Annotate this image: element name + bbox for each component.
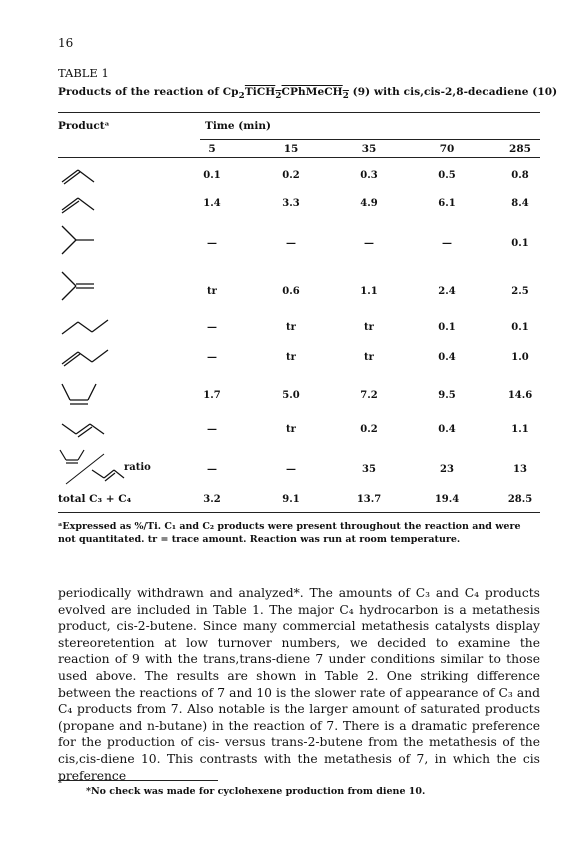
body-paragraph: [58, 585, 540, 784]
table-cell: 0.8: [511, 170, 529, 181]
caption-after: (9) with cis,cis-2,8-decadiene (10): [348, 86, 558, 98]
page-footnote: *No check was made for cyclohexene production from diene 10.: [86, 786, 426, 797]
caption-before: Products of the reaction of Cp: [58, 86, 239, 98]
time-col-1: 15: [283, 143, 299, 155]
table-cell: —: [286, 238, 296, 249]
table-cell: 0.1: [511, 238, 529, 249]
table-cell: —: [207, 322, 217, 333]
table-footnote: ᵃExpressed as %/Ti. C₁ and C₂ products were present throughout the reaction and were not quantitated. tr = trace amount. Reaction was run at room temperature.: [58, 521, 521, 545]
caption-ring-a: TiCH: [244, 86, 276, 98]
page-number: 16: [58, 36, 74, 50]
ratio-label: ratio: [124, 462, 151, 473]
table-top-rule: [58, 112, 540, 113]
table-cell: 0.1: [203, 170, 221, 181]
table-cell: —: [207, 464, 217, 475]
cis-2-butene-structure-icon: [58, 380, 118, 410]
table-cell: 14.6: [507, 390, 533, 401]
table-cell: —: [207, 238, 217, 249]
caption-ring-b: CPhMeCH: [281, 86, 343, 98]
table-cell: 0.3: [360, 170, 378, 181]
table-cell: 2.4: [438, 286, 456, 297]
table-cell: 28.5: [507, 494, 533, 505]
table-cell: 5.0: [282, 390, 300, 401]
table-cell: tr: [286, 424, 296, 435]
footnote-rule: [58, 780, 218, 781]
table-cell: 6.1: [438, 198, 456, 209]
table-cell: 0.2: [360, 424, 378, 435]
table-cell: tr: [286, 322, 296, 333]
table-cell: 35: [362, 464, 376, 475]
table-cell: 3.2: [203, 494, 221, 505]
table-cell: 2.5: [511, 286, 529, 297]
caption-sub: 2: [238, 91, 245, 102]
total-label: total C₃ + C₄: [58, 493, 132, 505]
1-butene-structure-icon: [58, 344, 128, 370]
table-cell: 1.1: [511, 424, 529, 435]
table-cell: —: [207, 424, 217, 435]
table-cell: 7.2: [360, 390, 378, 401]
table-cell: 1.0: [511, 352, 529, 363]
header-time: Time (min): [205, 120, 271, 132]
table-cell: 13: [513, 464, 527, 475]
table-cell: 13.7: [356, 494, 382, 505]
table-cell: 3.3: [282, 198, 300, 209]
time-col-4: 285: [509, 143, 531, 155]
table-cell: 0.5: [438, 170, 456, 181]
table-cell: 4.9: [360, 198, 378, 209]
table-cell: —: [364, 238, 374, 249]
table-cell: 0.4: [438, 352, 456, 363]
table-cell: 8.4: [511, 198, 529, 209]
table-cell: 0.4: [438, 424, 456, 435]
n-butane-structure-icon: [58, 314, 128, 340]
time-subrule: [200, 139, 540, 140]
table-cell: 0.6: [282, 286, 300, 297]
table-caption: [58, 86, 557, 101]
propene-structure-icon: [58, 162, 118, 188]
header-product: Productᵃ: [58, 120, 110, 132]
table-cell: tr: [286, 352, 296, 363]
table-cell: —: [207, 352, 217, 363]
table-label: TABLE 1: [58, 66, 109, 80]
trans-2-butene-structure-icon: [58, 416, 118, 442]
header-bottom-rule: [58, 157, 540, 158]
table-cell: 19.4: [434, 494, 460, 505]
cis-trans-ratio-structure-icon: [58, 448, 128, 488]
time-col-0: 5: [208, 143, 216, 155]
table-bottom-rule: [58, 512, 540, 513]
table-cell: tr: [207, 286, 217, 297]
table-cell: 23: [440, 464, 454, 475]
propane-structure-icon: [58, 192, 118, 218]
table-cell: 1.7: [203, 390, 221, 401]
caption-ring: [244, 86, 349, 102]
time-col-2: 35: [361, 143, 377, 155]
table-cell: 0.2: [282, 170, 300, 181]
table-cell: 0.1: [438, 322, 456, 333]
table-cell: 9.1: [282, 494, 300, 505]
table-cell: tr: [364, 352, 374, 363]
table-cell: tr: [364, 322, 374, 333]
isobutane-structure-icon: [58, 222, 118, 258]
table-cell: 1.1: [360, 286, 378, 297]
caption-sub-b: 2: [275, 91, 282, 102]
isobutene-structure-icon: [58, 268, 118, 304]
table-cell: 0.1: [511, 322, 529, 333]
table-cell: 9.5: [438, 390, 456, 401]
table-cell: —: [442, 238, 452, 249]
caption-sub-c: 2: [342, 91, 349, 102]
time-col-3: 70: [439, 143, 455, 155]
table-cell: —: [286, 464, 296, 475]
body-paragraph-text: periodically withdrawn and analyzed*. The amounts of C₃ and C₄ products evolved are included in Table 1. The major C₄ hydrocarbon is a metathesis product, cis-2-butene. Since many commercial metathesis catalysts display stereoretention at low turnover numbers, we decided to examine the reaction of 9 with the trans,trans-diene 7 under conditions similar to those used above. The results are shown in Table 2. One striking difference between the reactions of 7 and 10 is the slower rate of appearance of C₃ and C₄ products from 7. Also notable is the larger amount of saturated products (propane and n-butane) in the reaction of 7. There is a dramatic preference for the production of cis- versus trans-2-butene from the metathesis of the cis,cis-diene 10. This contrasts with the metathesis of 7, in which the cis preference: [58, 586, 540, 783]
table-cell: 1.4: [203, 198, 221, 209]
